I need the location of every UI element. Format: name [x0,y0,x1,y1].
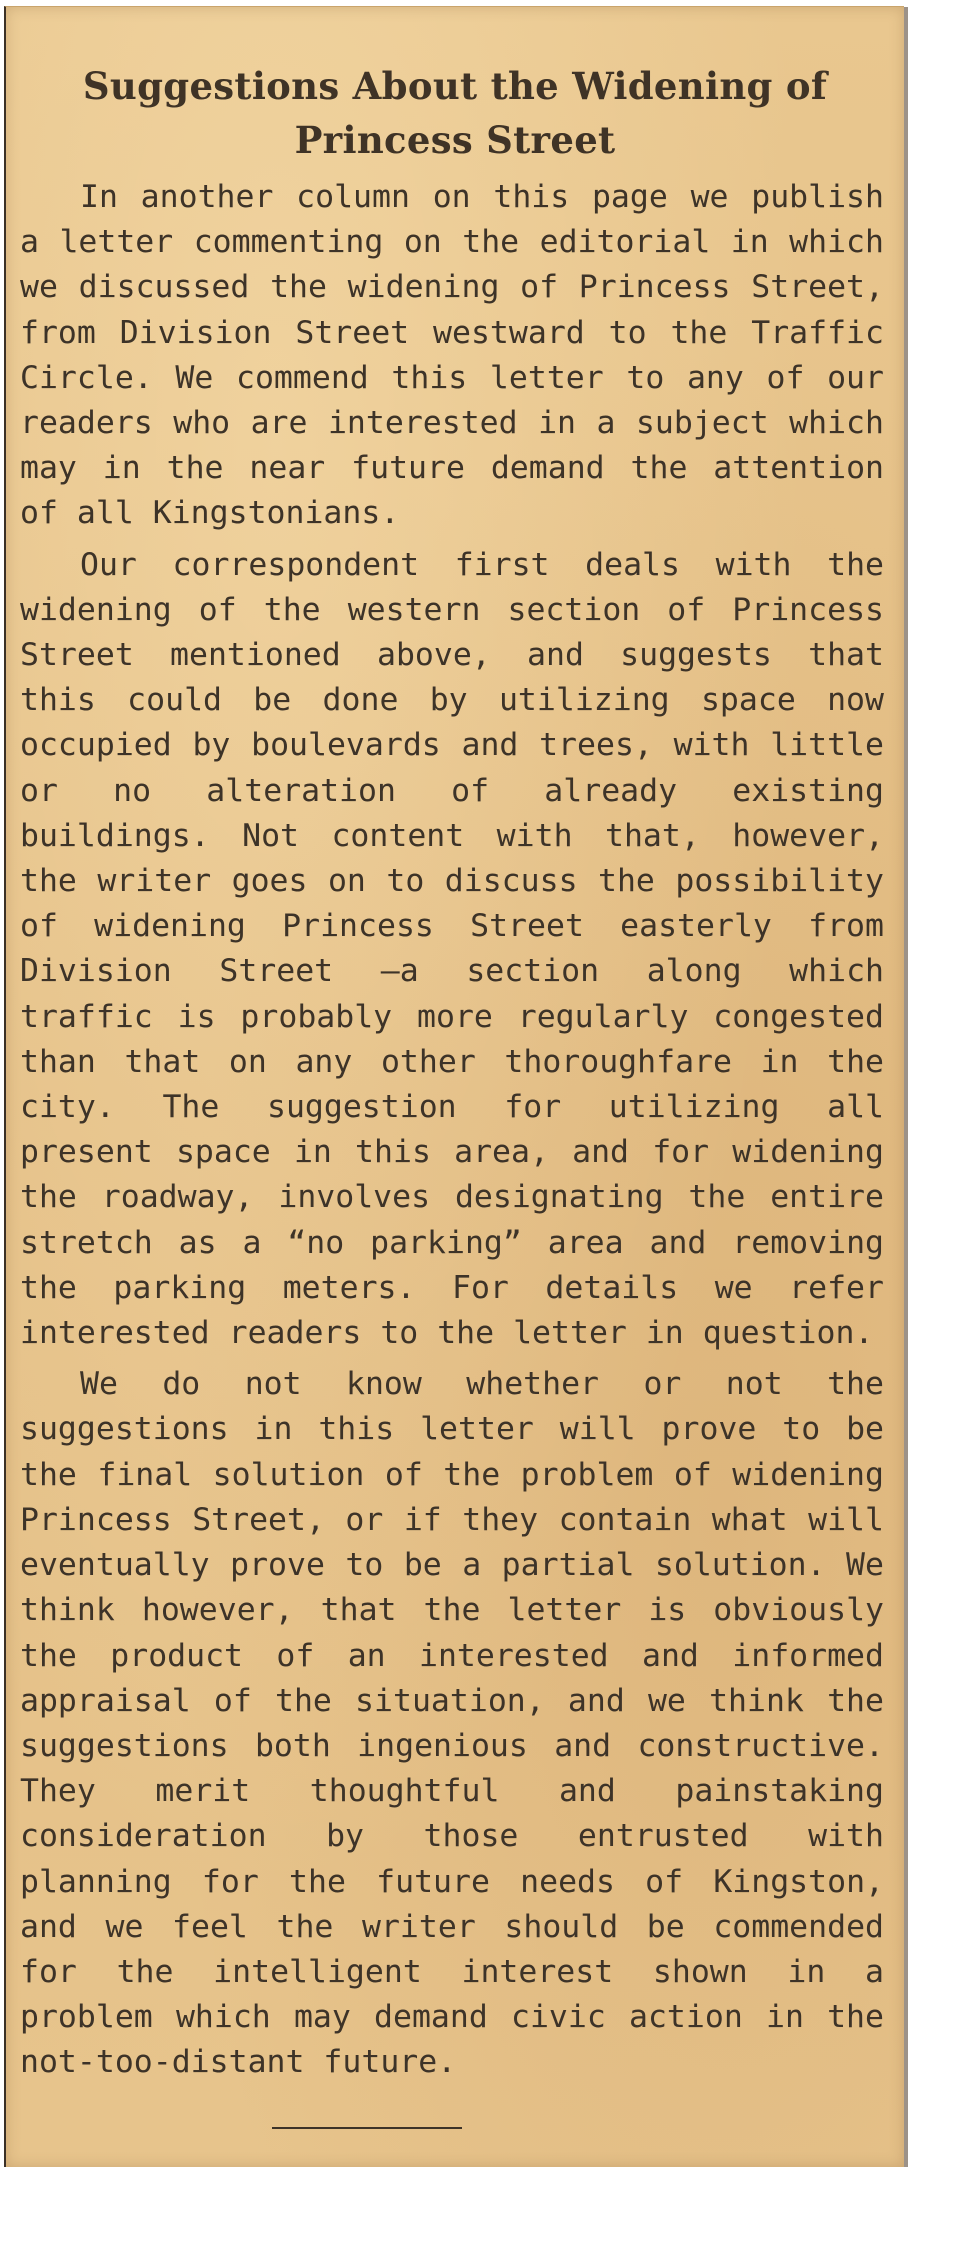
article-paragraph-3: We do not know whether or not the suggestions in this letter will prove to be the final solution of the problem of widening Princess Street, or if they contain what will eventually prove to be a partial solution. We think however, that the letter is obviously the product of an interested and informed appraisal of the situation, and we think the suggestions both ingenious and constructive. They merit thoughtful and painstaking consideration by those entrusted with planning for the future needs of Kingston, and we feel the writer should be commended for the intelligent interest shown in a problem which may demand civic action in the not-too-distant future. [20,1366,884,2081]
article-paragraph-2: Our correspondent first deals with the widening of the western section of Princess Street mentioned above, and suggests that this could be done by utilizing space now occupied by boulevards and trees, with little or no alteration of already existing buildings. Not content with that, however, the writer goes on to discuss the possibility of widening Princess Street easterly from Division Street —a section along which traffic is probably more regularly congested than that on any other thoroughfare in the city. The suggestion for utilizing all present space in this area, and for widening the roadway, involves designating the entire stretch as a “no parking” area and removing the parking meters. For details we refer interested readers to the letter in question. [20,546,884,1352]
newspaper-clipping [4,6,904,2167]
end-rule-divider [272,2127,462,2129]
article-headline: Suggestions About the Widening of Princess Street [82,64,828,162]
article-body [6,175,904,2086]
article-paragraph-1: In another column on this page we publish a letter commenting on the editorial in which we discussed the widening of Princess Street, from Division Street westward to the Traffic Circle. We commend this letter to any of our readers who are interested in a subject which may in the near future demand the attention of all Kingstonians. [20,179,884,532]
